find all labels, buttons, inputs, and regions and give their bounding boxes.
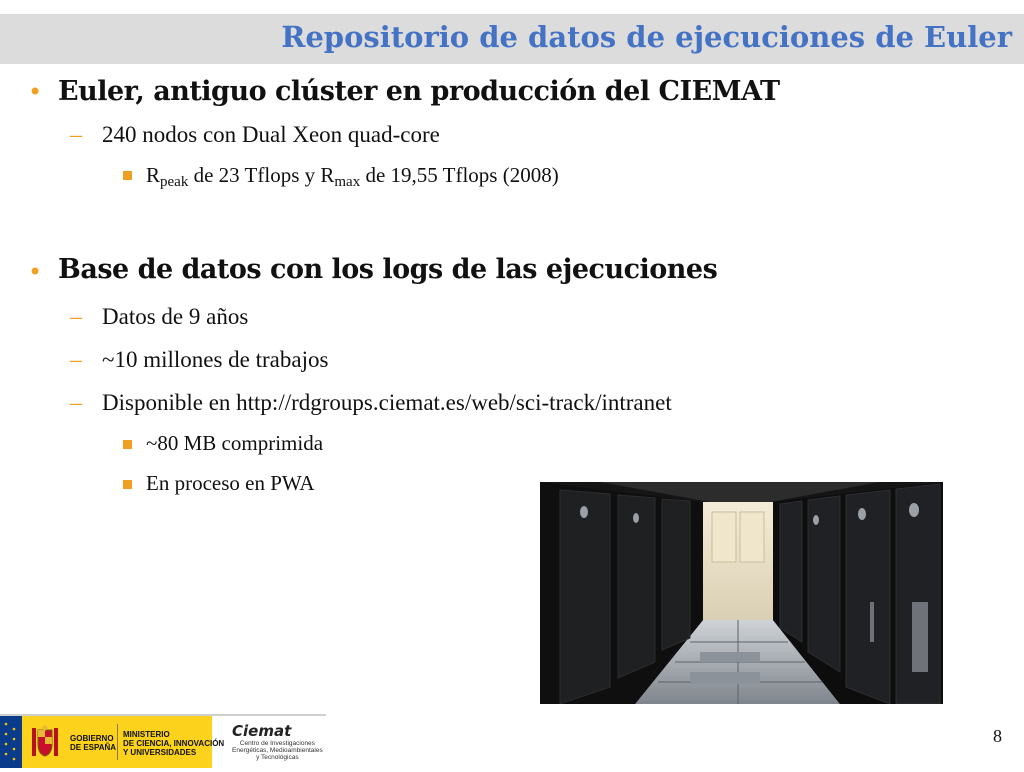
page-number: 8 — [993, 726, 1002, 746]
server-room-photo — [540, 482, 943, 704]
r-peak-text: R — [146, 163, 161, 187]
bullet-dot: • — [28, 258, 43, 286]
spain-coat-of-arms-icon — [28, 724, 62, 760]
footer-divider — [117, 724, 118, 760]
ciemat-logo: Ciemat — [232, 722, 292, 740]
square-bullet — [123, 440, 132, 449]
eu-flag-icon — [0, 716, 22, 768]
section2-subitem: En proceso en PWA — [146, 471, 315, 495]
ciemat-subtitle: Centro de Investigaciones Energéticas, Medioambientales y Tecnológicas — [232, 740, 323, 761]
section2-heading: Base de datos con los logs de las ejecuciones — [58, 254, 718, 285]
logo-strip — [0, 716, 326, 768]
peak-subscript: peak — [160, 174, 189, 190]
section2-subitem: ~80 MB comprimida — [146, 431, 324, 455]
dash-marker: – — [70, 122, 82, 148]
max-subscript: max — [334, 174, 361, 190]
tflops-text: de 23 Tflops y R — [188, 163, 335, 187]
section2-item: ~10 millones de trabajos — [102, 347, 329, 372]
square-bullet — [123, 480, 132, 489]
section2-item-link: Disponible en http://rdgroups.ciemat.es/web/sci-track/intranet — [102, 390, 672, 415]
section2-item: Datos de 9 años — [102, 304, 249, 329]
section1-subitem — [146, 163, 559, 191]
section1-item: 240 nodos con Dual Xeon quad-core — [102, 122, 440, 147]
slide-title: Repositorio de datos de ejecuciones de Euler — [281, 20, 1012, 54]
year-text: de 19,55 Tflops (2008) — [360, 163, 559, 187]
section1-heading: Euler, antiguo clúster en producción del CIEMAT — [58, 76, 780, 107]
ministerio-text: MINISTERIO DE CIENCIA, INNOVACIÓN Y UNIVERSIDADES — [123, 730, 225, 757]
dash-marker: – — [70, 304, 82, 330]
gobierno-text: GOBIERNO DE ESPAÑA — [70, 734, 117, 752]
dash-marker: – — [70, 390, 82, 416]
server-aisle-image — [540, 482, 943, 704]
dash-marker: – — [70, 347, 82, 373]
square-bullet — [123, 171, 132, 180]
bullet-dot: • — [28, 78, 43, 106]
